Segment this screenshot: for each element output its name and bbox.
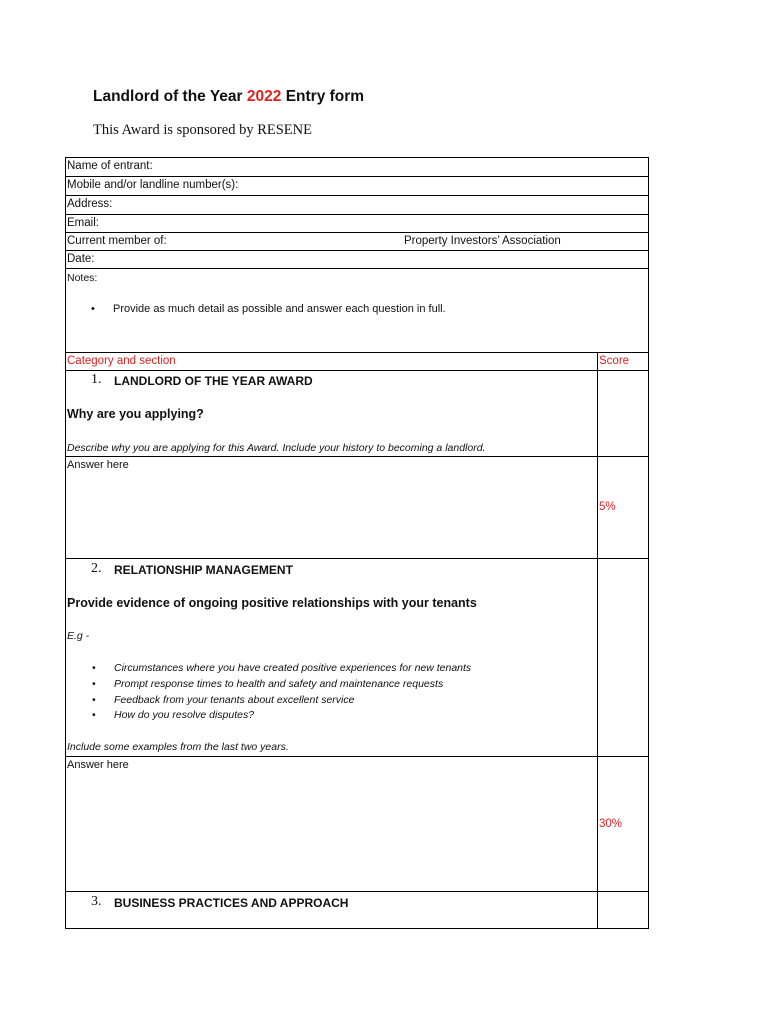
section-2-end-divider	[66, 891, 648, 892]
list-item	[92, 662, 472, 674]
section-2-score: 30%	[599, 818, 623, 830]
bullet-icon: •	[91, 303, 95, 315]
member-label: Current member of:	[67, 235, 167, 247]
score-header: Score	[599, 355, 630, 367]
title-suffix: Entry form	[285, 88, 365, 105]
address-field[interactable]	[66, 196, 648, 215]
name-label: Name of entrant:	[67, 160, 153, 172]
section-1-divider	[66, 456, 648, 457]
list-item	[92, 709, 255, 721]
name-field[interactable]	[66, 158, 648, 177]
list-item	[92, 678, 444, 690]
address-label: Address:	[67, 198, 113, 210]
date-label: Date:	[67, 253, 95, 265]
email-field[interactable]	[66, 215, 648, 233]
phone-field[interactable]	[66, 177, 648, 196]
bullet-icon: •	[92, 694, 96, 706]
bullet-text: How do you resolve disputes?	[114, 709, 255, 721]
bullet-text: Prompt response times to health and safety and maintenance requests	[114, 678, 444, 690]
list-item	[92, 694, 355, 706]
section-2-footer: Include some examples from the last two years.	[67, 741, 289, 753]
section-2-divider	[66, 756, 648, 757]
email-label: Email:	[67, 217, 99, 229]
section-3-heading: BUSINESS PRACTICES AND APPROACH	[114, 896, 349, 910]
bullet-icon: •	[92, 709, 96, 721]
title-text: Landlord of the Year	[93, 88, 243, 105]
section-1-description: Describe why you are applying for this Award. Include your history to becoming a landlord.	[67, 442, 486, 454]
member-field[interactable]	[66, 233, 648, 251]
section-1-score: 5%	[599, 501, 616, 513]
sponsor-line: This Award is sponsored by RESENE	[93, 122, 312, 138]
section-1-end-divider	[66, 558, 648, 559]
header-divider	[66, 370, 648, 371]
section-2-number: 2.	[91, 561, 102, 576]
note-bullet	[91, 303, 446, 315]
bullet-icon: •	[92, 662, 96, 674]
section-1-question: Why are you applying?	[67, 407, 204, 421]
section-1-number: 1.	[91, 372, 102, 387]
bullet-text: Feedback from your tenants about excellent service	[114, 694, 355, 706]
score-column-divider	[597, 353, 598, 928]
member-value: Property Investors’ Association	[404, 235, 561, 247]
bullet-text: Circumstances where you have created positive experiences for new tenants	[114, 662, 472, 674]
entry-form-table	[65, 157, 649, 929]
section-2-heading: RELATIONSHIP MANAGEMENT	[114, 563, 293, 577]
section-1-heading: LANDLORD OF THE YEAR AWARD	[114, 374, 313, 388]
bullet-icon: •	[92, 678, 96, 690]
notes-label: Notes:	[67, 272, 98, 284]
section-1-answer-area[interactable]: Answer here	[67, 459, 129, 471]
section-3-number: 3.	[91, 894, 102, 909]
note-bullet-text: Provide as much detail as possible and answer each question in full.	[113, 303, 446, 315]
title-year: 2022	[246, 88, 282, 105]
section-2-answer-area[interactable]: Answer here	[67, 759, 129, 771]
section-2-eg: E.g -	[67, 630, 90, 642]
notes-box	[66, 269, 648, 353]
date-field[interactable]	[66, 251, 648, 269]
section-2-question: Provide evidence of ongoing positive relationships with your tenants	[67, 596, 477, 610]
page-title	[93, 88, 364, 106]
category-header: Category and section	[67, 355, 176, 367]
phone-label: Mobile and/or landline number(s):	[67, 179, 239, 191]
